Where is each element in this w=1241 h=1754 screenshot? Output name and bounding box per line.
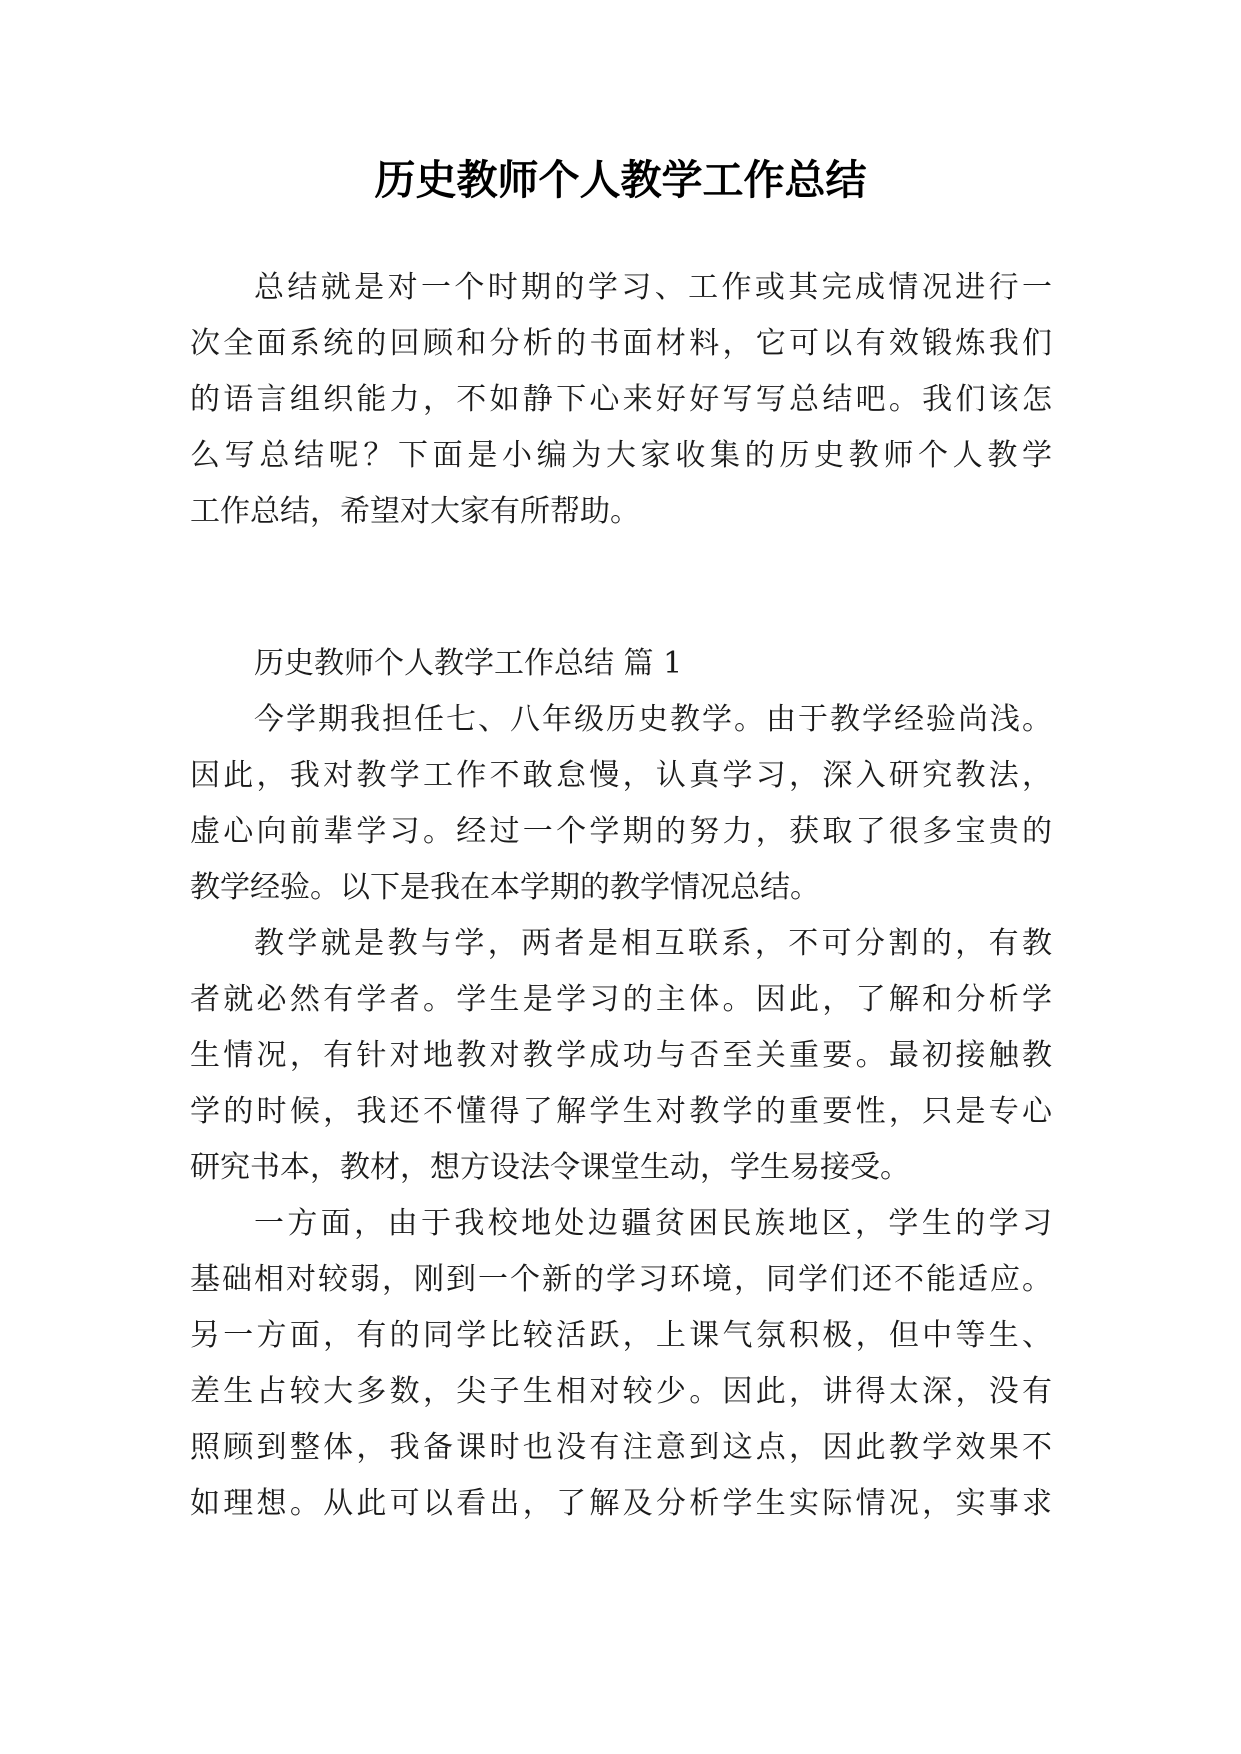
paragraph-line: 差生占较大多数，尖子生相对较少。因此，讲得太深，没有 [190, 1374, 1052, 1409]
intro-line: 么写总结呢？下面是小编为大家收集的历史教师个人教学 [190, 438, 1052, 473]
paragraph-line: 教学经验。以下是我在本学期的教学情况总结。 [190, 870, 820, 905]
paragraph-line: 照顾到整体，我备课时也没有注意到这点，因此教学效果不 [190, 1430, 1052, 1465]
paragraph-1 [190, 692, 1052, 916]
paragraph-line: 基础相对较弱，刚到一个新的学习环境，同学们还不能适应。 [190, 1262, 1052, 1297]
intro-line: 总结就是对一个时期的学习、工作或其完成情况进行一 [254, 270, 1052, 305]
paragraph-line: 教学就是教与学，两者是相互联系，不可分割的，有教 [254, 926, 1052, 961]
paragraph-2 [190, 916, 1052, 1196]
paragraph-line: 如理想。从此可以看出，了解及分析学生实际情况，实事求 [190, 1486, 1052, 1521]
intro-paragraph [190, 260, 1052, 540]
section-heading: 历史教师个人教学工作总结 篇 1 [254, 646, 683, 681]
intro-line: 次全面系统的回顾和分析的书面材料，它可以有效锻炼我们 [190, 326, 1052, 361]
paragraph-line: 因此，我对教学工作不敢怠慢，认真学习，深入研究教法， [190, 758, 1052, 793]
paragraph-line: 另一方面，有的同学比较活跃，上课气氛积极，但中等生、 [190, 1318, 1052, 1353]
intro-line: 的语言组织能力，不如静下心来好好写写总结吧。我们该怎 [190, 382, 1052, 417]
paragraph-line: 今学期我担任七、八年级历史教学。由于教学经验尚浅。 [254, 702, 1052, 737]
intro-line: 工作总结，希望对大家有所帮助。 [190, 494, 640, 529]
document-title: 历史教师个人教学工作总结 [374, 156, 867, 204]
paragraph-line: 研究书本，教材，想方设法令课堂生动，学生易接受。 [190, 1150, 910, 1185]
paragraph-3 [190, 1196, 1052, 1532]
paragraph-line: 学的时候，我还不懂得了解学生对教学的重要性，只是专心 [190, 1094, 1052, 1129]
paragraph-line: 者就必然有学者。学生是学习的主体。因此，了解和分析学 [190, 982, 1052, 1017]
paragraph-line: 虚心向前辈学习。经过一个学期的努力，获取了很多宝贵的 [190, 814, 1052, 849]
paragraph-line: 生情况，有针对地教对教学成功与否至关重要。最初接触教 [190, 1038, 1052, 1073]
paragraph-line: 一方面，由于我校地处边疆贫困民族地区，学生的学习 [254, 1206, 1052, 1241]
